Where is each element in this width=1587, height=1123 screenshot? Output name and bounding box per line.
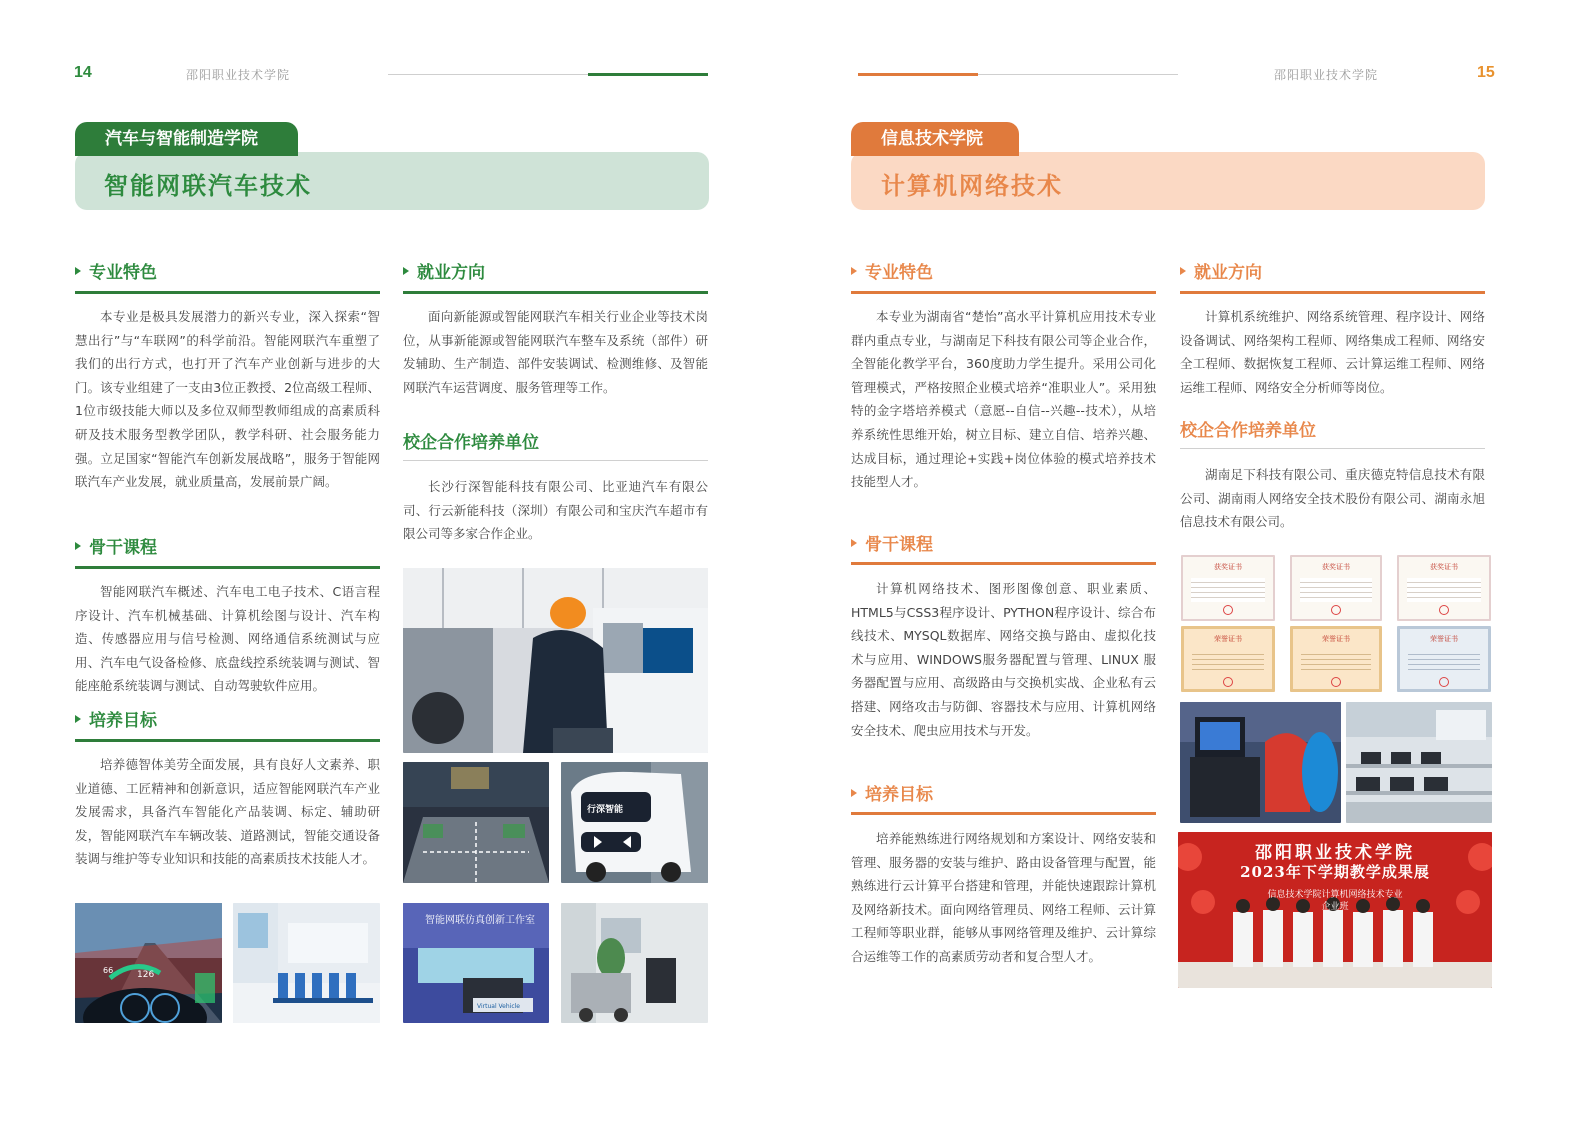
- certificate-title: 荣誉证书: [1322, 635, 1350, 643]
- major-title: 智能网联汽车技术: [104, 172, 312, 200]
- courses-heading-text: 骨干课程: [865, 535, 933, 555]
- partners-text: 湖南足下科技有限公司、重庆德克特信息技术有限公司、湖南雨人网络安全技术股份有限公司、湖南永旭信息技术有限公司。: [1180, 467, 1485, 530]
- features-heading-text: 专业特色: [865, 263, 933, 283]
- photo-computer-lab: [1346, 702, 1492, 823]
- photo-vr-simulator: [1180, 702, 1341, 823]
- certificate-lines: [1408, 650, 1480, 674]
- seal-icon: [1223, 605, 1233, 615]
- photo-stage-showcase: [1178, 832, 1492, 988]
- stage-banner-line3: 信息技术学院计算机网络技术专业: [1267, 890, 1403, 900]
- goals-underline: [851, 812, 1156, 815]
- certificate-title: 荣誉证书: [1214, 635, 1242, 643]
- career-heading-text: 就业方向: [417, 263, 485, 283]
- header-rule-accent: [588, 73, 708, 76]
- page-number: 14: [74, 64, 92, 81]
- lab-sign: 智能网联仿真创新工作室: [425, 915, 535, 926]
- goals-heading-text: 培养目标: [865, 785, 933, 805]
- college-tab: 信息技术学院: [851, 122, 1019, 156]
- triangle-icon: [75, 542, 81, 550]
- certificate: [1397, 555, 1491, 621]
- triangle-icon: [851, 267, 857, 275]
- seal-icon: [1439, 677, 1449, 687]
- features-heading: [75, 261, 157, 285]
- triangle-icon: [851, 539, 857, 547]
- courses-heading-text: 骨干课程: [89, 538, 157, 558]
- goals-heading: [851, 783, 933, 807]
- triangle-icon: [851, 789, 857, 797]
- hud-speed: 126: [137, 970, 155, 980]
- hud-gear: 66: [103, 966, 114, 975]
- seal-icon: [1331, 605, 1341, 615]
- partners-heading: 校企合作培养单位: [403, 433, 539, 453]
- robot-label: 行深智能: [587, 805, 624, 815]
- courses-text: 智能网联汽车概述、汽车电工电子技术、C语言程序设计、汽车机械基础、计算机绘图与设计、汽车构造、传感器应用与信号检测、网络通信系统测试与应用、汽车电气设备检修、底盘线控系统装调与测试、智能座舱系统装调与测试、自动驾驶软件应用。: [75, 584, 380, 694]
- certificate-lines: [1301, 650, 1371, 674]
- photo-lab-room: [233, 903, 380, 1023]
- career-heading-text: 就业方向: [1194, 263, 1262, 283]
- courses-underline: [75, 566, 380, 569]
- features-underline: [75, 291, 380, 294]
- triangle-icon: [75, 267, 81, 275]
- certificate: [1181, 626, 1275, 692]
- career-underline: [1180, 291, 1485, 294]
- certificate: [1397, 626, 1491, 692]
- certificate: [1290, 555, 1382, 621]
- partners-text: 长沙行深智能科技有限公司、比亚迪汽车有限公司、行云新能科技（深圳）有限公司和宝庆汽车超市有限公司等多家合作企业。: [403, 479, 708, 542]
- career-underline: [403, 291, 708, 294]
- certificate: [1290, 626, 1382, 692]
- partners-heading: 校企合作培养单位: [1180, 421, 1316, 441]
- courses-heading: [75, 536, 157, 560]
- courses-underline: [851, 562, 1156, 565]
- features-heading-text: 专业特色: [89, 263, 157, 283]
- certificate-lines: [1192, 650, 1264, 674]
- school-name: 邵阳职业技术学院: [186, 68, 291, 82]
- certificate-title: 获奖证书: [1214, 563, 1242, 571]
- photo-equipment-room: [561, 903, 708, 1023]
- major-title: 计算机网络技术: [881, 172, 1063, 200]
- certificate-lines: [1191, 578, 1265, 602]
- certificate-title: 获奖证书: [1322, 563, 1350, 571]
- school-name: 邵阳职业技术学院: [1274, 68, 1379, 82]
- features-heading: [851, 261, 933, 285]
- goals-text: 培养德智体美劳全面发展，具有良好人文素养、职业道德、工匠精神和创新意识，适应智能网联汽车产业发展需求，具备汽车智能化产品装调、标定、辅助研发，智能网联汽车车辆改装、道路测试，智能交通设备装调与维护等专业知识和技能的高素质技术技能人才。: [75, 757, 380, 867]
- features-underline: [851, 291, 1156, 294]
- career-text: 计算机系统维护、网络系统管理、程序设计、网络设备调试、网络架构工程师、网络集成工程师、网络安全工程师、数据恢复工程师、云计算运维工程师、网络运维工程师、网络安全分析师等岗位。: [1180, 309, 1485, 395]
- career-text: 面向新能源或智能网联汽车相关行业企业等技术岗位，从事新能源或智能网联汽车整车及系统（部件）研发辅助、生产制造、部件安装调试、检测维修、及智能网联汽车运营调度、服务管理等工作。: [403, 309, 708, 395]
- goals-underline: [75, 739, 380, 742]
- features-text: 本专业是极具发展潜力的新兴专业，深入探索“智慧出行”与“车联网”的科学前沿。智能网联汽车重塑了我们的出行方式，也打开了汽车产业创新与进步的大门。该专业组建了一支由3位正教授、2位高级工程师、1位市级技能大师以及多位双师型教师组成的高素质科研及技术服务型教学团队，教学科研、社会服务能力强。立足国家“智能汽车创新发展战略”，服务于智能网联汽车产业发展，就业质量高，发展前景广阔。: [75, 309, 380, 490]
- seal-icon: [1223, 677, 1233, 687]
- photo-smart-traffic-sandbox: [403, 762, 549, 883]
- page-number: 15: [1477, 64, 1495, 81]
- photo-delivery-robot: [561, 762, 708, 883]
- triangle-icon: [403, 267, 409, 275]
- photo-simulation-studio: [403, 903, 549, 1023]
- stage-banner-line4: 企业班: [1321, 902, 1349, 912]
- college-tab: 汽车与智能制造学院: [75, 122, 298, 156]
- lab-sign-2: Virtual Vehicle: [477, 1003, 520, 1010]
- partners-underline: [403, 460, 708, 461]
- courses-heading: [851, 533, 933, 557]
- certificate-title: 荣誉证书: [1430, 635, 1458, 643]
- triangle-icon: [1180, 267, 1186, 275]
- career-heading: [403, 261, 485, 285]
- certificate-lines: [1300, 578, 1372, 602]
- courses-text: 计算机网络技术、图形图像创意、职业素质、HTML5与CSS3程序设计、PYTHON程序设计、综合布线技术、MYSQL数据库、网络交换与路由、虚拟化技术与应用、WINDOWS服务器配置与管理、LINUX 服务器配置与应用、高级路由与交换机实战、企业私有云搭建、网络攻击与防御、容器技术与应用、计算机网络安全技术、爬虫应用技术与开发。: [851, 581, 1156, 738]
- goals-text: 培养能熟练进行网络规划和方案设计、网络安装和管理、服务器的安装与维护、路由设备管理与配置，能熟练进行云计算平台搭建和管理，并能快速跟踪计算机及网络新技术。面向网络管理员、网络工程师、云计算工程师等职业群，能够从事网络管理及维护、云计算综合运维等工作的高素质劳动者和复合型人才。: [851, 831, 1156, 964]
- certificate-title: 获奖证书: [1430, 563, 1458, 571]
- stage-banner-line2: 2023年下学期教学成果展: [1240, 863, 1430, 881]
- photo-student-workbench: [403, 568, 708, 753]
- certificate: [1181, 555, 1275, 621]
- partners-underline: [1180, 448, 1485, 449]
- career-heading: [1180, 261, 1262, 285]
- stage-banner-line1: 邵阳职业技术学院: [1255, 843, 1415, 863]
- certificate-lines: [1407, 578, 1481, 602]
- triangle-icon: [75, 715, 81, 723]
- seal-icon: [1331, 677, 1341, 687]
- header-rule-accent: [858, 73, 978, 76]
- photo-hud-dashboard: [75, 903, 222, 1023]
- features-text: 本专业为湖南省“楚怡”高水平计算机应用技术专业群内重点专业，与湖南足下科技有限公司等企业合作，全智能化教学平台，360度助力学生提升。采用公司化管理模式，严格按照企业模式培养“准职业人”。采用独特的金字塔培养模式（意愿--自信--兴趣--技术），从培养系统性思维开始，树立目标、建立自信、培养兴趣、达成目标，通过理论+实践+岗位体验的模式培养技术技能型人才。: [851, 309, 1156, 490]
- goals-heading: [75, 709, 157, 733]
- goals-heading-text: 培养目标: [89, 711, 157, 731]
- seal-icon: [1439, 605, 1449, 615]
